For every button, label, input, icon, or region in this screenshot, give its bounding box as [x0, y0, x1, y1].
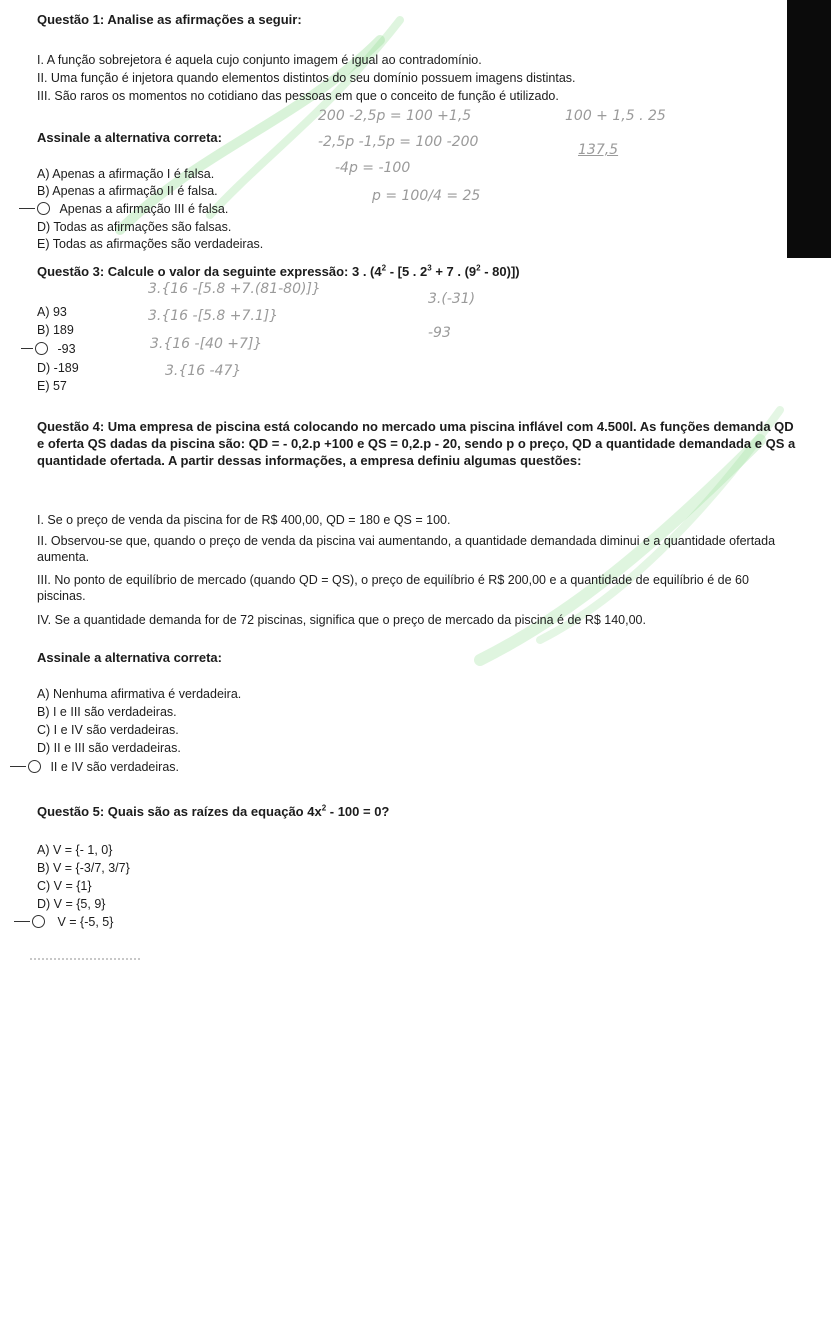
- q4-option-e-text: II e IV são verdadeiras.: [50, 760, 179, 774]
- handwritten-note: 100 + 1,5 . 25: [565, 108, 666, 124]
- q3-option-c-text: -93: [57, 342, 76, 356]
- handwritten-note: -93: [428, 325, 451, 341]
- q5-option-d[interactable]: D) V = {5, 9}: [37, 897, 106, 911]
- handwritten-note: p = 100/4 = 25: [372, 188, 481, 204]
- handwritten-note: 3.{16 -[5.8 +7.(81-80)]}: [148, 281, 321, 297]
- answer-circle-icon: [37, 202, 50, 215]
- q3-option-b[interactable]: B) 189: [37, 323, 74, 337]
- q4-option-b[interactable]: B) I e III são verdadeiras.: [37, 705, 177, 719]
- answer-mark-dash: [10, 766, 26, 767]
- q5-title: Questão 5: Quais são as raízes da equação $4x^2 - 100 = 0$?: [37, 803, 390, 819]
- q1-statement-2: II. Uma função é injetora quando elementos distintos do seu domínio possuem imagens distintas.: [37, 71, 576, 85]
- q3-option-e[interactable]: E) 57: [37, 379, 67, 393]
- q3-option-c[interactable]: [21, 340, 76, 358]
- handwritten-note: 3.{16 -47}: [165, 363, 242, 379]
- handwritten-note: 3.{16 -[40 +7]}: [150, 336, 263, 352]
- scan-artifact: [30, 958, 140, 960]
- handwritten-note: -2,5p -1,5p = 100 -200: [318, 134, 479, 150]
- q4-intro: Questão 4: Uma empresa de piscina está colocando no mercado uma piscina inflável com 4.500l. As funções demanda QD e oferta QS dadas da piscina são: QD = - 0,2.p +100 e QS = 0,2.p - 20, sendo p o preço, QD a quantidade demandada e QS a quantidade ofertada. A partir dessas informações, a empresa definiu algumas questões:: [37, 419, 796, 468]
- answer-mark-dash: [19, 208, 35, 209]
- answer-mark-dash: [21, 348, 33, 349]
- black-margin-bar: [787, 0, 831, 258]
- q3-option-a[interactable]: A) 93: [37, 305, 67, 319]
- answer-circle-icon: [28, 760, 41, 773]
- q4-statement-3: III. No ponto de equilíbrio de mercado (quando QD = QS), o preço de equilíbrio é R$ 200,00 e a quantidade de equilíbrio é de 60 piscinas.: [37, 573, 749, 603]
- q1-option-c[interactable]: [19, 200, 228, 218]
- q5-option-c[interactable]: C) V = {1}: [37, 879, 92, 893]
- q1-statement-1: I. A função sobrejetora é aquela cujo conjunto imagem é igual ao contradomínio.: [37, 53, 482, 67]
- q3-title: Questão 3: Calcule o valor da seguinte expressão: 3 . ($4^2 - [5$ . $2^3 + 7$ . $(9^2 - 80)$]): [37, 263, 520, 279]
- q4-statement-1: I. Se o preço de venda da piscina for de R$ 400,00, QD = 180 e QS = 100.: [37, 513, 451, 527]
- q4-option-a[interactable]: A) Nenhuma afirmativa é verdadeira.: [37, 687, 242, 701]
- q1-option-e[interactable]: E) Todas as afirmações são verdadeiras.: [37, 237, 264, 251]
- q1-title: Questão 1: Analise as afirmações a seguir:: [37, 12, 302, 27]
- handwritten-note: 200 -2,5p = 100 +1,5: [318, 108, 472, 124]
- answer-mark-dash: [14, 921, 30, 922]
- q5-option-e[interactable]: [14, 913, 113, 931]
- handwritten-note: 137,5: [578, 142, 619, 158]
- handwritten-note: 3.(-31): [428, 291, 476, 307]
- q5-option-b[interactable]: B) V = {-3/7, 3/7}: [37, 861, 130, 875]
- q5-option-e-text: V = {-5, 5}: [57, 915, 114, 929]
- q5-option-a[interactable]: A) V = {- 1, 0}: [37, 843, 113, 857]
- q1-option-d[interactable]: D) Todas as afirmações são falsas.: [37, 220, 232, 234]
- q4-option-d[interactable]: D) II e III são verdadeiras.: [37, 741, 181, 755]
- q4-option-e[interactable]: [10, 758, 179, 776]
- handwritten-note: 3.{16 -[5.8 +7.1]}: [148, 308, 279, 324]
- handwritten-note: -4p = -100: [335, 160, 411, 176]
- q1-option-b[interactable]: B) Apenas a afirmação II é falsa.: [37, 184, 218, 198]
- q1-option-c-text: Apenas a afirmação III é falsa.: [59, 202, 229, 216]
- q1-statement-3: III. São raros os momentos no cotidiano das pessoas em que o conceito de função é utilizado.: [37, 89, 559, 103]
- answer-circle-icon: [35, 342, 48, 355]
- q1-prompt: Assinale a alternativa correta:: [37, 130, 222, 145]
- q4-prompt: Assinale a alternativa correta:: [37, 650, 222, 665]
- q4-option-c[interactable]: C) I e IV são verdadeiras.: [37, 723, 179, 737]
- q3-option-d[interactable]: D) -189: [37, 361, 79, 375]
- q4-statement-2: II. Observou-se que, quando o preço de venda da piscina vai aumentando, a quantidade demandada diminui e a quantidade ofertada aumenta.: [37, 534, 776, 564]
- q4-statement-4: IV. Se a quantidade demanda for de 72 piscinas, significa que o preço de mercado da piscina é de R$ 140,00.: [37, 613, 646, 627]
- q1-option-a[interactable]: A) Apenas a afirmação I é falsa.: [37, 167, 215, 181]
- answer-circle-icon: [32, 915, 45, 928]
